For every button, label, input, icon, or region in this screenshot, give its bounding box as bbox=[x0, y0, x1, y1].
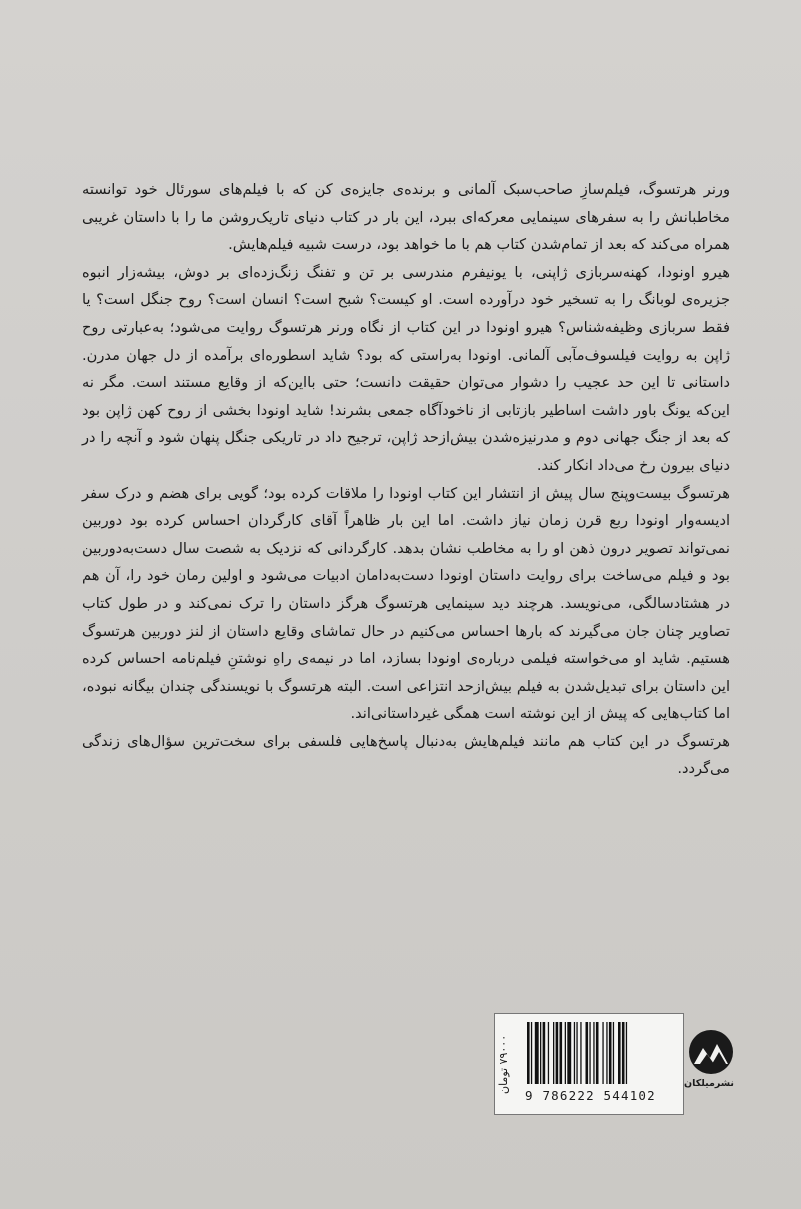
barcode-panel bbox=[494, 1013, 684, 1115]
publisher-logo bbox=[684, 1028, 734, 1096]
synopsis-paragraph-3: هرتسوگ بیست‌وپنج سال پیش از انتشار این کتاب اونودا را ملاقات کرده بود؛ گویی برای هضم و درک سفر ادیسه‌وار اونودا ربع قرن زمان نیاز داشت. اما این بار ظاهراً آقای کارگردان احساس کرده بود دوربین نمی‌تواند تصویر درون ذهن او را به مخاطب نشان بدهد. کارگردانی که نزدیک به شصت سال دست‌به‌دوربین بود و فیلم می‌ساخت برای روایت داستان اونودا دست‌به‌دامان ادبیات می‌شود و اولین رمان خود را، آن هم در هشتادسالگی، می‌نویسد. هرچند دید سینمایی هرتسوگ هرگز داستان را ترک نمی‌کند و در طول کتاب تصاویر چنان جان می‌گیرند که بارها احساس می‌کنیم در حال تماشای وقایع داستان از لنز دوربین هرتسوگ هستیم. شاید او می‌خواسته فیلمی درباره‌ی اونودا بسازد، اما در نیمه‌ی راهِ نوشتنِ فیلم‌نامه احساس کرده این داستان برای تبدیل‌شدن به فیلم بیش‌ازحد انتزاعی است. البته هرتسوگ با نویسندگی چندان بیگانه نبوده، اما کتاب‌هایی که پیش از این نوشته است همگی غیرداستانی‌اند. bbox=[82, 484, 730, 723]
synopsis-paragraph-4: هرتسوگ در این کتاب هم مانند فیلم‌هایش به‌دنبال پاسخ‌هایی فلسفی برای سخت‌ترین سؤال‌های زندگی می‌گردد. bbox=[82, 732, 730, 778]
barcode-icon bbox=[525, 1022, 675, 1086]
synopsis-paragraph-1: ورنر هرتسوگ، فیلم‌سازِ صاحب‌سبک آلمانی و برنده‌ی جایزه‌ی کن که با فیلم‌های سورئال خود توانسته مخاطبانش را به سفرهای سینمایی معرکه‌ای ببرد، این بار در کتاب دنیای تاریک‌روشن ما را با داستان غریبی همراه می‌کند که بعد از تمام‌شدن کتاب هم با ما خواهد بود، درست شبیه فیلم‌هایش. bbox=[82, 181, 730, 254]
synopsis-text bbox=[82, 176, 730, 783]
synopsis-paragraph-2: هیرو اونودا، کهنه‌سربازی ژاپنی، با یونیفرم مندرسی بر تن و تفنگ زنگ‌زده‌ای بر دوش، بیشه‌زار انبوه جزیره‌ی لوبانگ را به تسخیر خود درآورده است. او کیست؟ شبح است؟ انسان است؟ روح جنگل است؟ یا فقط سربازی وظیفه‌شناس؟ هیرو اونودا در این کتاب از نگاه ورنر هرتسوگ روایت می‌شود؛ به‌عبارتی روح ژاپن به روایت فیلسوف‌مآبی آلمانی. اونودا به‌راستی که بود؟ شاید اسطوره‌ای برآمده از دل جهان مدرن. داستانی تا این حد عجیب را دشوار می‌توان حقیقت دانست؛ حتی بااین‌که از وقایع مستند است. مگر نه این‌که یونگ باور داشت اساطیر بازتابی از ناخودآگاه جمعی بشرند! شاید اونودا بخشی از روح کهن ژاپن بود که بعد از جنگ جهانی دوم و مدرنیزه‌شدن بیش‌ازحد ژاپن، ترجیح داد در تاریکی جنگل پنهان شود و آنچه را در دنیای بیرون رخ می‌داد انکار کند. bbox=[82, 263, 730, 474]
isbn-number: 9 786222 544102 bbox=[525, 1088, 656, 1103]
price-label: ۷۹۰۰۰ تومان bbox=[497, 1034, 510, 1094]
mountains-logo-icon bbox=[688, 1028, 734, 1076]
publisher-name: نشرمیلکان bbox=[684, 1078, 734, 1089]
